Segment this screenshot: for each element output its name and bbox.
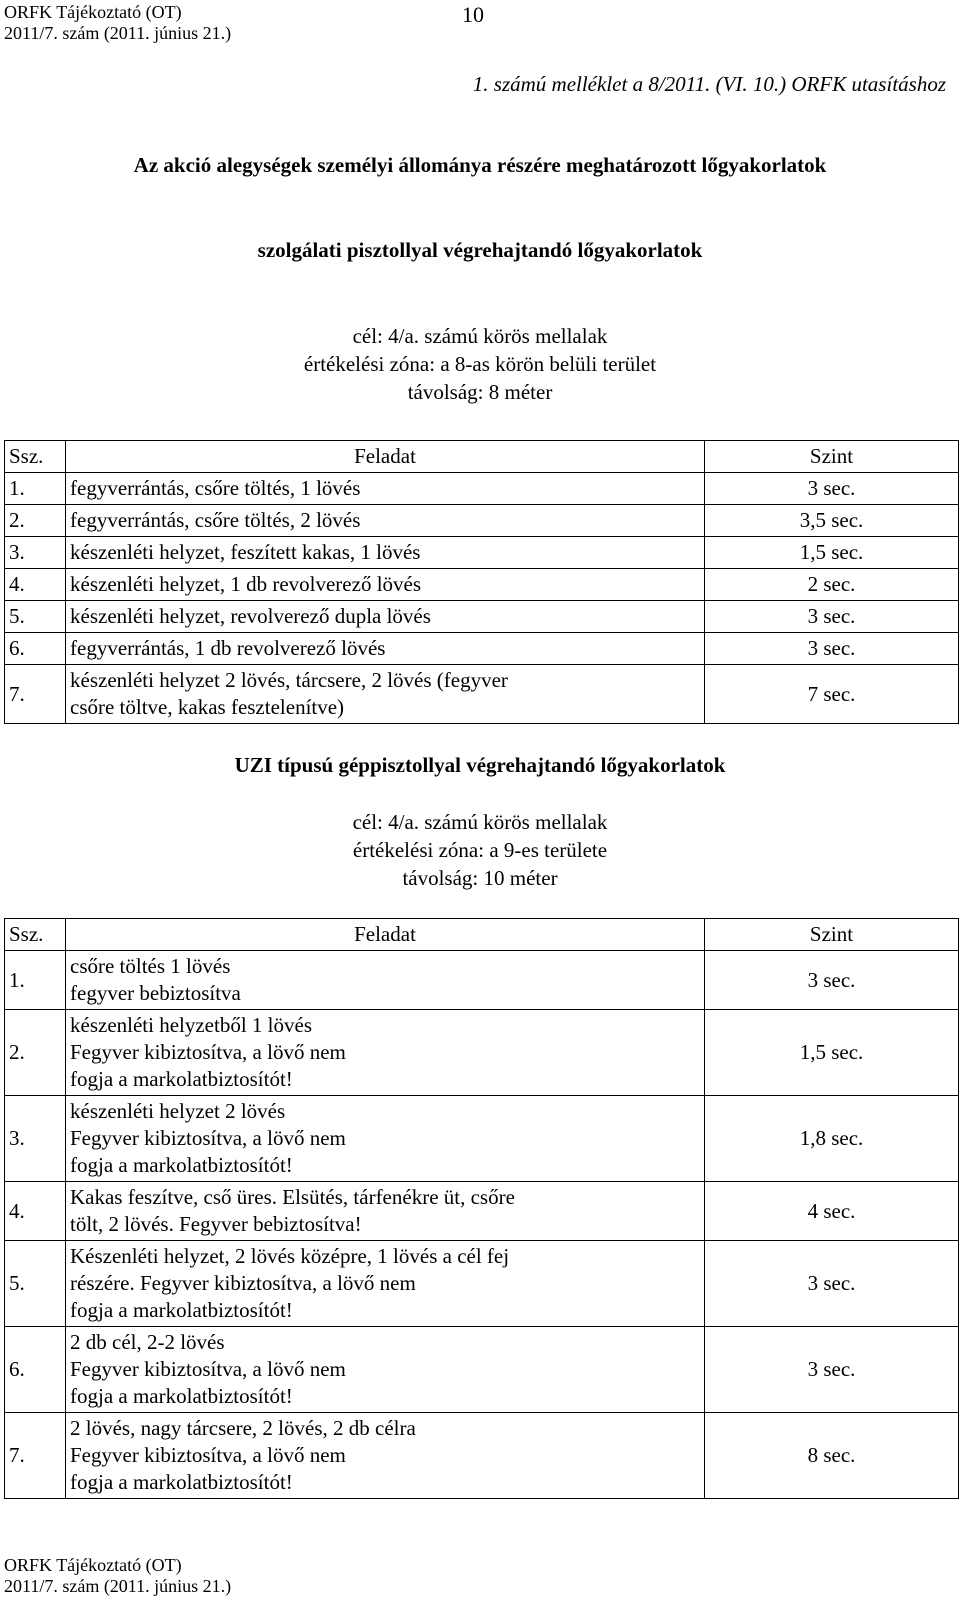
task-line: fogja a markolatbiztosítót! — [70, 1153, 293, 1177]
task-line: Fegyver kibiztosítva, a lövő nem — [70, 1040, 346, 1064]
row-level: 8 sec. — [705, 1413, 959, 1499]
row-number: 5. — [5, 1241, 66, 1327]
section2-distance: távolság: 10 méter — [402, 866, 558, 890]
task-line: fogja a markolatbiztosítót! — [70, 1298, 293, 1322]
row-task — [66, 537, 705, 569]
annex-reference: 1. számú melléklet a 8/2011. (VI. 10.) ORFK utasításhoz — [472, 72, 946, 96]
task-line: fegyverrántás, 1 db revolverező lövés — [70, 636, 386, 660]
task-line: fogja a markolatbiztosítót! — [70, 1384, 293, 1408]
table-row — [5, 1182, 959, 1241]
row-task — [66, 505, 705, 537]
task-line: Fegyver kibiztosítva, a lövő nem — [70, 1443, 346, 1467]
section2-zone: értékelési zóna: a 9-es területe — [352, 838, 608, 862]
task-line: tölt, 2 lövés. Fegyver bebiztosítva! — [70, 1212, 362, 1236]
row-number: 6. — [5, 1327, 66, 1413]
footer-line-1: ORFK Tájékoztató (OT) — [4, 1555, 182, 1575]
table-row — [5, 569, 959, 601]
row-number: 5. — [5, 601, 66, 633]
section1-title: szolgálati pisztollyal végrehajtandó lőgyakorlatok — [257, 238, 703, 262]
row-level: 3 sec. — [705, 633, 959, 665]
page-footer — [4, 1555, 231, 1597]
task-line: készenléti helyzet 2 lövés — [70, 1099, 286, 1123]
row-level: 3 sec. — [705, 1241, 959, 1327]
row-task — [66, 1327, 705, 1413]
row-number: 7. — [5, 665, 66, 724]
section1-target: cél: 4/a. számú körös mellalak — [352, 324, 608, 348]
section2-info — [0, 808, 960, 892]
table-row — [5, 473, 959, 505]
task-line: fegyver bebiztosítva — [70, 981, 241, 1005]
table-row — [5, 1413, 959, 1499]
row-level: 4 sec. — [705, 1182, 959, 1241]
header-line-1: ORFK Tájékoztató (OT) — [4, 2, 182, 22]
task-line: csőre töltve, kakas fesztelenítve) — [70, 695, 345, 719]
header-task: Feladat — [66, 441, 705, 473]
row-task — [66, 569, 705, 601]
task-line: Fegyver kibiztosítva, a lövő nem — [70, 1126, 346, 1150]
row-task — [66, 1182, 705, 1241]
row-number: 3. — [5, 537, 66, 569]
header-level: Szint — [705, 441, 959, 473]
section2-table — [4, 918, 959, 1499]
row-level: 3 sec. — [705, 1327, 959, 1413]
section1-table — [4, 440, 959, 724]
row-level: 3 sec. — [705, 601, 959, 633]
table-row — [5, 951, 959, 1010]
section2-title: UZI típusú géppisztollyal végrehajtandó lőgyakorlatok — [234, 753, 726, 777]
table-row — [5, 1010, 959, 1096]
task-line: részére. Fegyver kibiztosítva, a lövő nem — [70, 1271, 416, 1295]
row-task — [66, 665, 705, 724]
footer-line-2: 2011/7. szám (2011. június 21.) — [4, 1576, 232, 1596]
task-line: készenléti helyzet, feszített kakas, 1 lövés — [70, 540, 421, 564]
page-header — [4, 2, 231, 44]
row-level: 3 sec. — [705, 473, 959, 505]
task-line: Fegyver kibiztosítva, a lövő nem — [70, 1357, 346, 1381]
task-line: fegyverrántás, csőre töltés, 1 lövés — [70, 476, 361, 500]
header-line-2: 2011/7. szám (2011. június 21.) — [4, 23, 232, 43]
task-line: készenléti helyzetből 1 lövés — [70, 1013, 313, 1037]
table-row — [5, 1327, 959, 1413]
row-task — [66, 1096, 705, 1182]
row-task — [66, 473, 705, 505]
task-line: Kakas feszítve, cső üres. Elsütés, tárfenékre üt, csőre — [70, 1185, 515, 1209]
row-level: 3,5 sec. — [705, 505, 959, 537]
table-row — [5, 665, 959, 724]
row-level: 1,5 sec. — [705, 537, 959, 569]
task-line: csőre töltés 1 lövés — [70, 954, 231, 978]
row-number: 2. — [5, 505, 66, 537]
row-number: 1. — [5, 473, 66, 505]
header-level: Szint — [705, 919, 959, 951]
header-ssz: Ssz. — [5, 441, 66, 473]
task-line: fogja a markolatbiztosítót! — [70, 1470, 293, 1494]
row-level: 1,5 sec. — [705, 1010, 959, 1096]
table-row — [5, 601, 959, 633]
task-line: Készenléti helyzet, 2 lövés középre, 1 lövés a cél fej — [70, 1244, 510, 1268]
row-number: 7. — [5, 1413, 66, 1499]
section1-zone: értékelési zóna: a 8-as körön belüli terület — [303, 352, 657, 376]
row-level: 3 sec. — [705, 951, 959, 1010]
row-number: 2. — [5, 1010, 66, 1096]
row-number: 1. — [5, 951, 66, 1010]
row-task — [66, 633, 705, 665]
row-number: 6. — [5, 633, 66, 665]
table-header-row — [5, 919, 959, 951]
row-number: 4. — [5, 1182, 66, 1241]
page-number: 10 — [462, 2, 484, 27]
table-row — [5, 1096, 959, 1182]
row-level: 2 sec. — [705, 569, 959, 601]
task-line: fegyverrántás, csőre töltés, 2 lövés — [70, 508, 361, 532]
task-line: készenléti helyzet 2 lövés, tárcsere, 2 lövés (fegyver — [70, 668, 508, 692]
task-line: fogja a markolatbiztosítót! — [70, 1067, 293, 1091]
table-row — [5, 505, 959, 537]
section1-info — [0, 322, 960, 406]
task-line: 2 db cél, 2-2 lövés — [70, 1330, 225, 1354]
table-row — [5, 633, 959, 665]
row-level: 1,8 sec. — [705, 1096, 959, 1182]
table-header-row — [5, 441, 959, 473]
table-row — [5, 537, 959, 569]
row-number: 4. — [5, 569, 66, 601]
row-task — [66, 1010, 705, 1096]
row-task — [66, 1241, 705, 1327]
row-number: 3. — [5, 1096, 66, 1182]
task-line: készenléti helyzet, revolverező dupla lövés — [70, 604, 431, 628]
header-ssz: Ssz. — [5, 919, 66, 951]
section1-distance: távolság: 8 méter — [407, 380, 553, 404]
row-level: 7 sec. — [705, 665, 959, 724]
row-task — [66, 1413, 705, 1499]
task-line: készenléti helyzet, 1 db revolverező lövés — [70, 572, 422, 596]
header-task: Feladat — [66, 919, 705, 951]
table-row — [5, 1241, 959, 1327]
row-task — [66, 601, 705, 633]
row-task — [66, 951, 705, 1010]
section2-target: cél: 4/a. számú körös mellalak — [352, 810, 608, 834]
task-line: 2 lövés, nagy tárcsere, 2 lövés, 2 db célra — [70, 1416, 416, 1440]
main-title: Az akció alegységek személyi állománya részére meghatározott lőgyakorlatok — [133, 153, 827, 177]
